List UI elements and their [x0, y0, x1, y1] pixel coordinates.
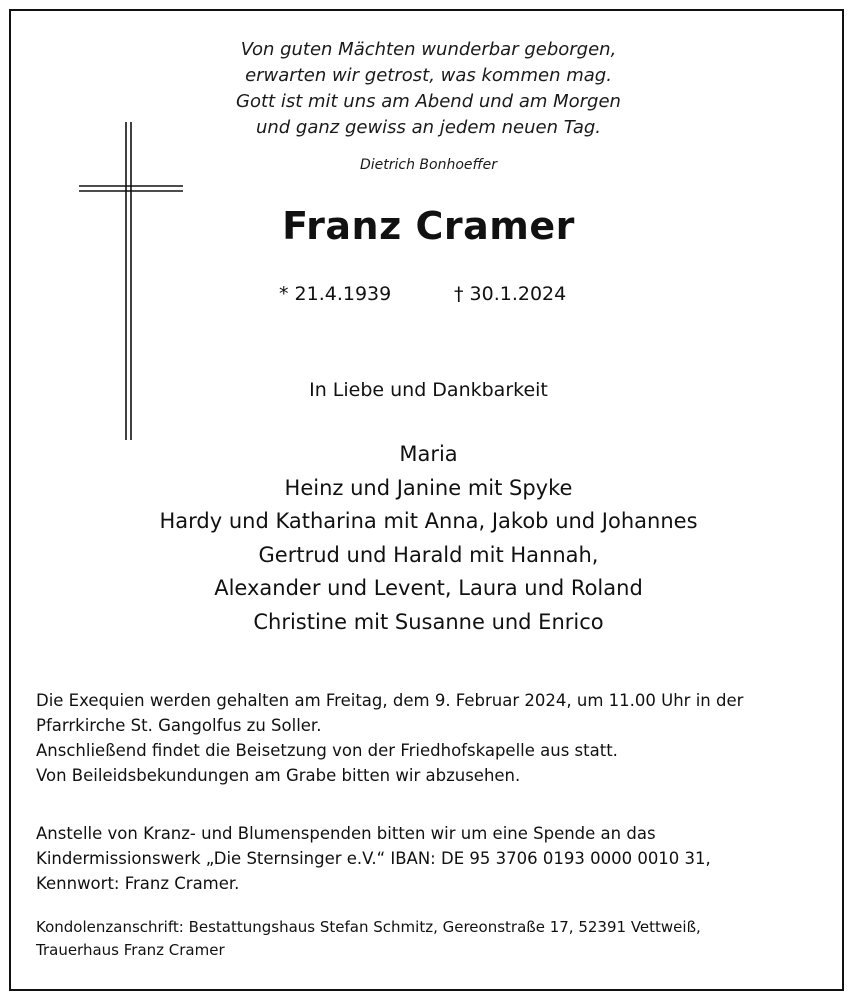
service-line: Anschließend findet die Beisetzung von der Friedhofskapelle aus statt. [36, 741, 618, 760]
family-member: Christine mit Susanne und Enrico [253, 609, 604, 634]
donation-line: Anstelle von Kranz- und Blumenspenden bitten wir um eine Spende an das [36, 824, 656, 843]
family-member: Alexander und Levent, Laura und Roland [214, 576, 643, 600]
family-member: Gertrud und Harald mit Hannah, [258, 542, 599, 567]
family-member: Hardy und Katharina mit Anna, Jakob und Johannes [159, 509, 698, 533]
donation-line: Kennwort: Franz Cramer. [36, 874, 240, 893]
service-line: Von Beileidsbekundungen am Grabe bitten wir abzusehen. [36, 766, 521, 785]
donation-line: Kindermissionswerk „Die Sternsinger e.V.“ IBAN: DE 95 3706 0193 0000 0010 31, [36, 849, 711, 868]
quote-line: und ganz gewiss an jedem neuen Tag. [255, 117, 602, 138]
donation-info [36, 821, 826, 896]
quote-line: erwarten wir getrost, was kommen mag. [245, 65, 612, 86]
service-line: Die Exequien werden gehalten am Freitag, dem 9. Februar 2024, um 11.00 Uhr in der [36, 691, 744, 710]
address-line: Trauerhaus Franz Cramer [36, 940, 225, 959]
obituary-notice [9, 9, 844, 991]
quote-author: Dietrich Bonhoeffer [359, 157, 497, 173]
quote-line: Gott ist mit uns am Abend und am Morgen [236, 91, 621, 112]
address-line: Kondolenzanschrift: Bestattungshaus Stefan Schmitz, Gereonstraße 17, 52391 Vettweiß, [36, 918, 701, 936]
birth-date: * 21.4.1939 [279, 283, 392, 305]
quote-line: Von guten Mächten wunderbar geborgen, [240, 39, 617, 60]
family-list [11, 438, 846, 639]
family-member: Heinz und Janine mit Spyke [284, 475, 573, 500]
dedication: In Liebe und Dankbarkeit [309, 379, 548, 401]
service-line: Pfarrkirche St. Gangolfus zu Soller. [36, 716, 322, 735]
death-date: † 30.1.2024 [454, 283, 567, 305]
deceased-name: Franz Cramer [282, 204, 575, 248]
family-member: Maria [399, 442, 458, 466]
service-info [36, 688, 826, 788]
condolence-address [36, 916, 826, 961]
